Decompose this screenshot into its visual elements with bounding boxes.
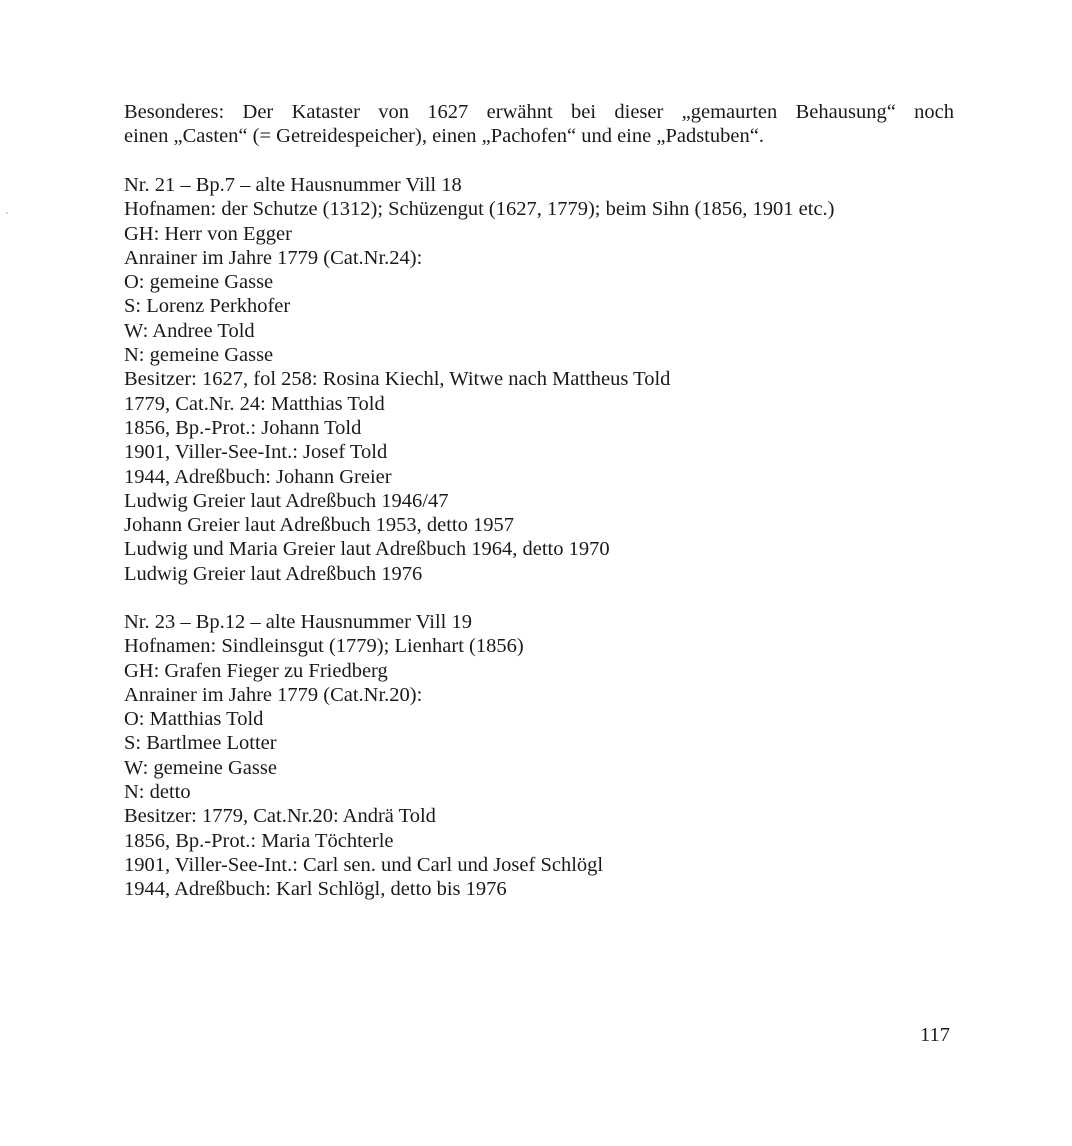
intro-line: Besonderes: Der Kataster von 1627 erwähnt bei dieser „gemaurten Behausung“ noch [124, 101, 954, 123]
entry-line: 1779, Cat.Nr. 24: Matthias Told [124, 392, 385, 415]
entry-line: Ludwig Greier laut Adreßbuch 1946/47 [124, 489, 449, 512]
entry-line: W: Andree Told [124, 319, 255, 342]
entry-line: S: Bartlmee Lotter [124, 732, 277, 755]
entry-line: Hofnamen: Sindleinsgut (1779); Lienhart (1856) [124, 635, 524, 658]
entry-line: W: gemeine Gasse [124, 756, 277, 779]
house-entry-nr-21 [124, 173, 954, 586]
entry-line: Anrainer im Jahre 1779 (Cat.Nr.24): [124, 246, 423, 269]
entry-line: Hofnamen: der Schutze (1312); Schüzengut (1627, 1779); beim Sihn (1856, 1901 etc.) [124, 198, 835, 221]
entry-line: GH: Grafen Fieger zu Friedberg [124, 659, 388, 682]
entry-line: Johann Greier laut Adreßbuch 1953, detto 1957 [124, 514, 514, 537]
entry-line: O: gemeine Gasse [124, 271, 274, 294]
entry-heading: Nr. 21 – Bp.7 – alte Hausnummer Vill 18 [124, 174, 462, 196]
entry-line: N: detto [124, 781, 191, 804]
entry-line: S: Lorenz Perkhofer [124, 295, 291, 318]
intro-paragraph [124, 100, 954, 149]
entry-line: 1944, Adreßbuch: Karl Schlögl, detto bis 1976 [124, 878, 507, 901]
entry-line: 1901, Viller-See-Int.: Carl sen. und Carl und Josef Schlögl [124, 853, 604, 876]
entry-line: Anrainer im Jahre 1779 (Cat.Nr.20): [124, 683, 423, 706]
house-entry-nr-23 [124, 610, 954, 902]
page-number: 117 [920, 1024, 950, 1046]
entry-line: N: gemeine Gasse [124, 344, 274, 367]
entry-line: Ludwig und Maria Greier laut Adreßbuch 1964, detto 1970 [124, 538, 610, 561]
entry-line: Ludwig Greier laut Adreßbuch 1976 [124, 562, 423, 585]
scan-speck [6, 212, 8, 214]
entry-line: 1856, Bp.-Prot.: Johann Told [124, 416, 362, 439]
entry-line: 1901, Viller-See-Int.: Josef Told [124, 441, 388, 464]
intro-line: einen „Casten“ (= Getreidespeicher), einen „Pachofen“ und eine „Padstuben“. [124, 125, 764, 148]
entry-line: Besitzer: 1779, Cat.Nr.20: Andrä Told [124, 805, 436, 828]
entry-line: 1944, Adreßbuch: Johann Greier [124, 465, 392, 488]
entry-line: 1856, Bp.-Prot.: Maria Töchterle [124, 829, 394, 852]
entry-line: Besitzer: 1627, fol 258: Rosina Kiechl, Witwe nach Mattheus Told [124, 368, 671, 391]
entry-line: O: Matthias Told [124, 708, 264, 731]
entry-line: GH: Herr von Egger [124, 222, 292, 245]
entry-heading: Nr. 23 – Bp.12 – alte Hausnummer Vill 19 [124, 611, 472, 633]
